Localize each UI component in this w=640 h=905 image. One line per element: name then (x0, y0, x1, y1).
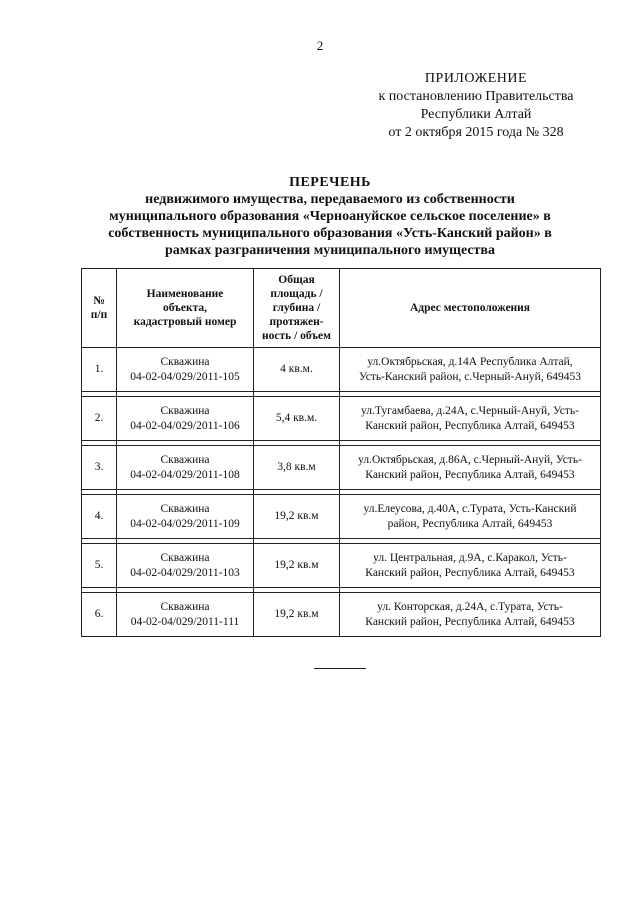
row-object (117, 446, 254, 490)
header-address: Адрес местоположения (340, 269, 601, 348)
appendix-line-3: от 2 октября 2015 года № 328 (388, 125, 564, 140)
title-line-1: недвижимого имущества, передаваемого из собственности (145, 192, 515, 207)
cadastral-number: 04-02-04/029/2011-109 (130, 517, 240, 530)
header-area-line-3: глубина / (272, 302, 321, 314)
address-line-2: Канский район, Республика Алтай, 649453 (365, 615, 575, 628)
address-line-1: ул.Елеусова, д.40А, с.Турата, Усть-Канский (363, 502, 577, 515)
table-row (82, 348, 601, 392)
cadastral-number: 04-02-04/029/2011-108 (130, 468, 240, 481)
appendix-heading: ПРИЛОЖЕНИЕ (424, 71, 528, 86)
object-name: Скважина (160, 502, 210, 515)
address-line-2: Усть-Канский район, с.Черный-Ануй, 649453 (358, 370, 582, 383)
row-object (117, 593, 254, 637)
address-line-1: ул.Тугамбаева, д.24А, с.Черный-Ануй, Усть- (361, 404, 579, 417)
property-table (81, 268, 601, 637)
row-object (117, 348, 254, 392)
object-name: Скважина (160, 404, 210, 417)
row-address (340, 348, 601, 392)
row-address (340, 495, 601, 539)
cadastral-number: 04-02-04/029/2011-111 (130, 615, 240, 628)
header-number (82, 269, 117, 348)
table-row (82, 593, 601, 637)
document-title (60, 174, 600, 259)
row-address (340, 446, 601, 490)
title-line-4: рамках разграничения муниципального имущества (165, 243, 495, 258)
row-area: 3,8 кв.м (254, 446, 340, 490)
appendix-block (368, 70, 584, 142)
header-name-line-1: Наименование (146, 288, 224, 300)
object-name: Скважина (160, 453, 210, 466)
row-object (117, 495, 254, 539)
table-row (82, 544, 601, 588)
footer-divider (314, 668, 366, 669)
address-line-1: ул. Центральная, д.9А, с.Каракол, Усть- (373, 551, 567, 564)
header-name-line-2: объекта, (162, 302, 208, 314)
row-number: 6. (82, 593, 117, 637)
header-area-line-2: площадь / (270, 288, 323, 300)
table-row (82, 495, 601, 539)
header-object-name (117, 269, 254, 348)
object-name: Скважина (160, 355, 210, 368)
address-line-1: ул.Октябрьская, д.14А Республика Алтай, (367, 355, 573, 368)
header-number-line-1: № (93, 295, 105, 307)
address-line-1: ул.Октябрьская, д.86А, с.Черный-Ануй, Усть- (358, 453, 582, 466)
address-line-2: Канский район, Республика Алтай, 649453 (365, 566, 575, 579)
row-object (117, 397, 254, 441)
header-area-line-4: протяжен- (269, 316, 324, 328)
header-area-line-1: Общая (278, 274, 315, 286)
row-number: 2. (82, 397, 117, 441)
header-area (254, 269, 340, 348)
row-address (340, 544, 601, 588)
row-address (340, 593, 601, 637)
row-area: 19,2 кв.м (254, 593, 340, 637)
address-line-2: Канский район, Республика Алтай, 649453 (365, 419, 575, 432)
title-line-3: собственность муниципального образования «Усть-Канский район» в (108, 226, 552, 241)
address-line-2: район, Республика Алтай, 649453 (387, 517, 553, 530)
title-heading: ПЕРЕЧЕНЬ (289, 175, 371, 190)
row-area: 19,2 кв.м (254, 495, 340, 539)
row-area: 19,2 кв.м (254, 544, 340, 588)
cadastral-number: 04-02-04/029/2011-103 (130, 566, 240, 579)
row-number: 3. (82, 446, 117, 490)
row-area: 5,4 кв.м. (254, 397, 340, 441)
address-line-2: Канский район, Республика Алтай, 649453 (365, 468, 575, 481)
address-line-1: ул. Конторская, д.24А, с.Турата, Усть- (377, 600, 563, 613)
object-name: Скважина (160, 551, 210, 564)
table-row (82, 397, 601, 441)
header-number-line-2: п/п (90, 309, 108, 321)
header-area-line-5: ность / объем (261, 330, 331, 342)
page-number: 2 (316, 38, 324, 53)
cadastral-number: 04-02-04/029/2011-106 (130, 419, 240, 432)
header-name-line-3: кадастровый номер (133, 316, 237, 328)
object-name: Скважина (160, 600, 210, 613)
table-row (82, 446, 601, 490)
title-line-2: муниципального образования «Черноануйское сельское поселение» в (109, 209, 551, 224)
row-area: 4 кв.м. (254, 348, 340, 392)
appendix-line-1: к постановлению Правительства (378, 89, 574, 104)
cadastral-number: 04-02-04/029/2011-105 (130, 370, 240, 383)
row-object (117, 544, 254, 588)
row-address (340, 397, 601, 441)
row-number: 5. (82, 544, 117, 588)
row-number: 1. (82, 348, 117, 392)
row-number: 4. (82, 495, 117, 539)
appendix-line-2: Республики Алтай (420, 107, 532, 122)
table-header-row (82, 269, 601, 348)
